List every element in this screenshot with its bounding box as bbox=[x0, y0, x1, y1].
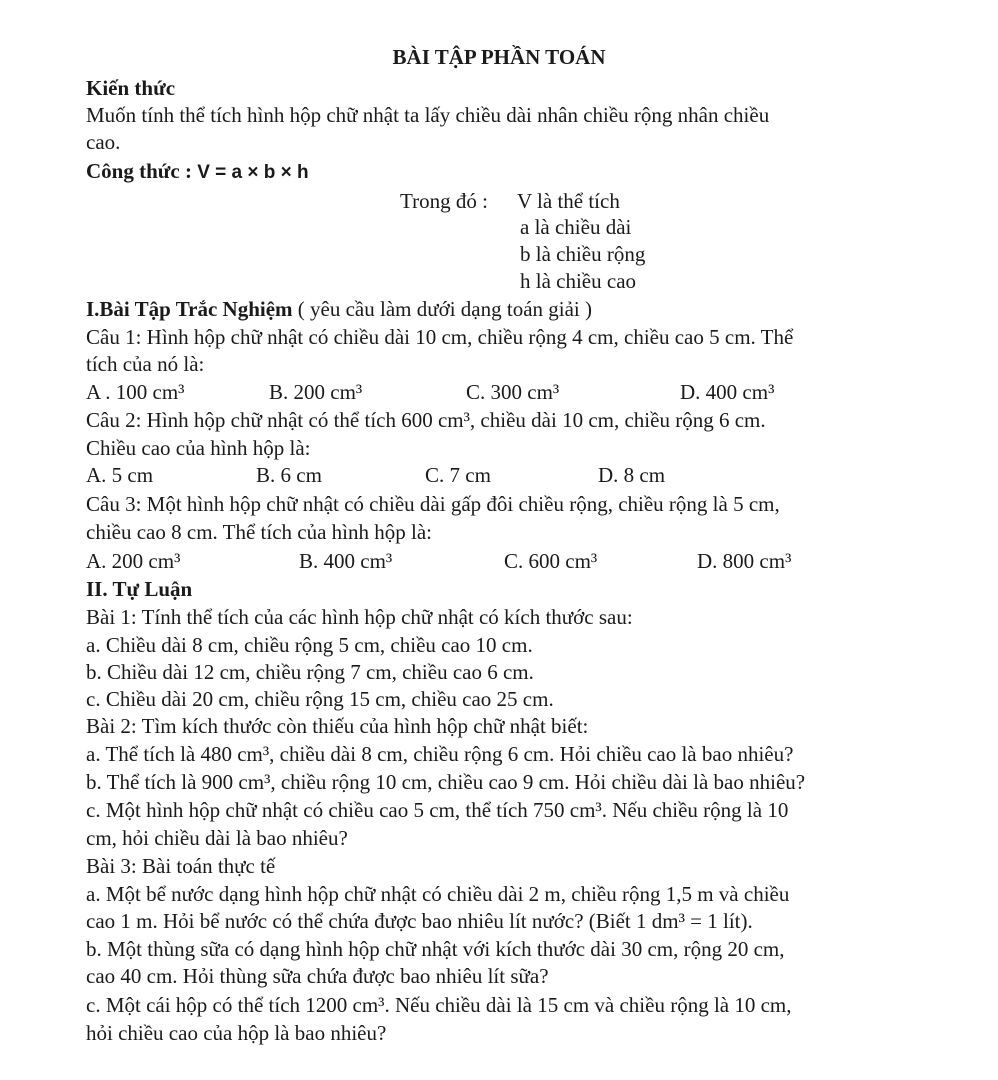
formula-label: Công thức : bbox=[86, 159, 192, 183]
where-label: Trong đó : bbox=[400, 189, 488, 213]
section1-note: ( yêu cầu làm dưới dạng toán giải ) bbox=[292, 297, 593, 321]
b3-item-b-line-1: b. Một thùng sữa có dạng hình hộp chữ nhật với kích thước dài 30 cm, rộng 20 cm, bbox=[86, 937, 785, 961]
formula-line bbox=[86, 158, 938, 186]
b2-item-b: b. Thể tích là 900 cm³, chiều rộng 10 cm, chiều cao 9 cm. Hỏi chiều dài là bao nhiêu? bbox=[86, 770, 806, 794]
section1-heading-line bbox=[86, 296, 938, 322]
q2-line-1: Câu 2: Hình hộp chữ nhật có thể tích 600 cm³, chiều dài 10 cm, chiều rộng 6 cm. bbox=[86, 408, 766, 432]
b3-item-c-line-1: c. Một cái hộp có thể tích 1200 cm³. Nếu chiều dài là 15 cm và chiều rộng là 10 cm, bbox=[86, 993, 792, 1017]
q2-option-b: B. 6 cm bbox=[256, 463, 322, 487]
where-item-h: h là chiều cao bbox=[520, 269, 637, 293]
page-title: BÀI TẬP PHẦN TOÁN bbox=[392, 45, 606, 69]
where-item-v: V là thể tích bbox=[517, 189, 620, 213]
b2-title: Bài 2: Tìm kích thước còn thiếu của hình hộp chữ nhật biết: bbox=[86, 714, 589, 738]
q1-option-b: B. 200 cm³ bbox=[269, 380, 363, 404]
q1-line-2: tích của nó là: bbox=[86, 352, 205, 376]
q3-line-1: Câu 3: Một hình hộp chữ nhật có chiều dài gấp đôi chiều rộng, chiều rộng là 5 cm, bbox=[86, 492, 780, 516]
section2-heading: II. Tự Luận bbox=[86, 577, 193, 601]
q1-option-d: D. 400 cm³ bbox=[680, 380, 775, 404]
q3-option-c: C. 600 cm³ bbox=[504, 549, 598, 573]
b1-item-a: a. Chiều dài 8 cm, chiều rộng 5 cm, chiều cao 10 cm. bbox=[86, 633, 533, 657]
b3-item-b-line-2: cao 40 cm. Hỏi thùng sữa chứa được bao nhiêu lít sữa? bbox=[86, 964, 549, 988]
where-item-b: b là chiều rộng bbox=[520, 242, 646, 266]
b1-title: Bài 1: Tính thể tích của các hình hộp chữ nhật có kích thước sau: bbox=[86, 605, 633, 629]
q3-option-b: B. 400 cm³ bbox=[299, 549, 393, 573]
b1-item-b: b. Chiều dài 12 cm, chiều rộng 7 cm, chiều cao 6 cm. bbox=[86, 660, 534, 684]
q2-option-c: C. 7 cm bbox=[425, 463, 491, 487]
q2-option-a: A. 5 cm bbox=[86, 463, 154, 487]
b1-item-c: c. Chiều dài 20 cm, chiều rộng 15 cm, chiều cao 25 cm. bbox=[86, 687, 554, 711]
formula: V = a × b × h bbox=[197, 162, 309, 183]
b2-item-c-line-2: cm, hỏi chiều dài là bao nhiêu? bbox=[86, 826, 348, 850]
knowledge-text-line-1: Muốn tính thể tích hình hộp chữ nhật ta lấy chiều dài nhân chiều rộng nhân chiều bbox=[86, 103, 770, 127]
q1-option-c: C. 300 cm³ bbox=[466, 380, 560, 404]
where-item-a: a là chiều dài bbox=[520, 215, 632, 239]
q2-option-d: D. 8 cm bbox=[598, 463, 666, 487]
b3-item-a-line-1: a. Một bể nước dạng hình hộp chữ nhật có chiều dài 2 m, chiều rộng 1,5 m và chiều bbox=[86, 882, 790, 906]
q3-option-a: A. 200 cm³ bbox=[86, 549, 181, 573]
knowledge-heading: Kiến thức bbox=[86, 76, 176, 100]
q3-line-2: chiều cao 8 cm. Thể tích của hình hộp là: bbox=[86, 520, 432, 544]
b3-title: Bài 3: Bài toán thực tế bbox=[86, 854, 276, 878]
q2-line-2: Chiều cao của hình hộp là: bbox=[86, 436, 311, 460]
q3-option-d: D. 800 cm³ bbox=[697, 549, 792, 573]
q1-line-1: Câu 1: Hình hộp chữ nhật có chiều dài 10 cm, chiều rộng 4 cm, chiều cao 5 cm. Thể bbox=[86, 325, 794, 349]
q1-option-a: A . 100 cm³ bbox=[86, 380, 185, 404]
knowledge-text-line-2: cao. bbox=[86, 130, 121, 154]
b3-item-c-line-2: hỏi chiều cao của hộp là bao nhiêu? bbox=[86, 1021, 387, 1045]
b2-item-a: a. Thể tích là 480 cm³, chiều dài 8 cm, chiều rộng 6 cm. Hỏi chiều cao là bao nhiêu? bbox=[86, 742, 794, 766]
b3-item-a-line-2: cao 1 m. Hỏi bể nước có thể chứa được bao nhiêu lít nước? (Biết 1 dm³ = 1 lít). bbox=[86, 909, 753, 933]
section1-heading: I.Bài Tập Trắc Nghiệm bbox=[86, 297, 293, 321]
b2-item-c-line-1: c. Một hình hộp chữ nhật có chiều cao 5 cm, thể tích 750 cm³. Nếu chiều rộng là 10 bbox=[86, 798, 789, 822]
